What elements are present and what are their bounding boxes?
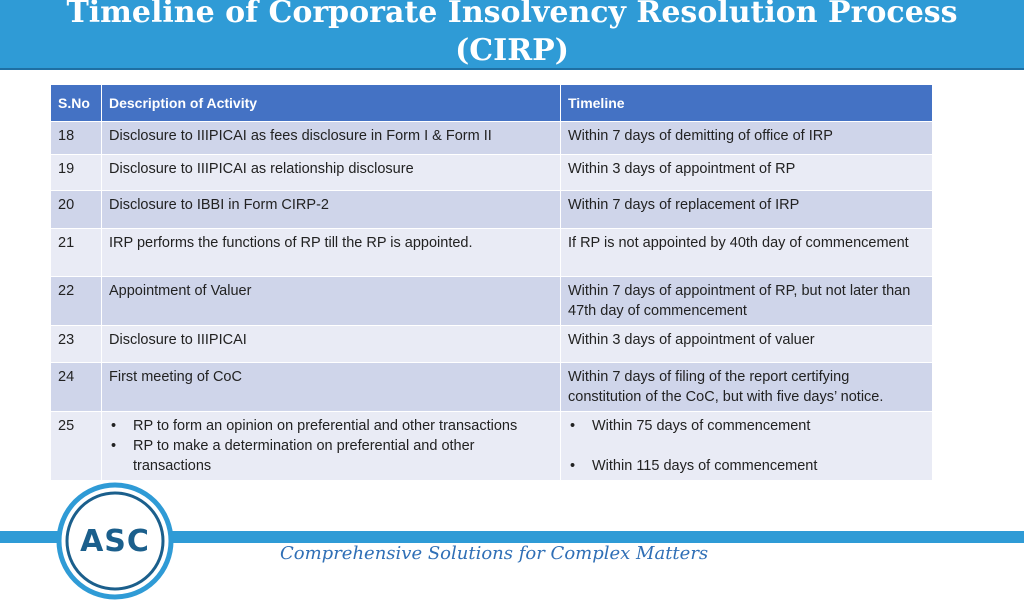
cell-sno: 18 (51, 122, 102, 155)
footer-tagline: Comprehensive Solutions for Complex Matters (280, 543, 709, 564)
cell-timeline: Within 7 days of filing of the report certifying constitution of the CoC, but with five days’ notice. (561, 363, 933, 412)
table-row (51, 277, 933, 326)
timeline-bullet-list (568, 416, 925, 476)
timeline-bullet: • Within 75 days of commencement (592, 416, 925, 436)
table-row (51, 412, 933, 481)
cell-timeline: Within 7 days of appointment of RP, but not later than 47th day of commencement (561, 277, 933, 326)
timeline-bullet: • Within 115 days of commencement (592, 456, 925, 476)
table-header-row (51, 85, 933, 122)
slide-title-line1: Timeline of Corporate Insolvency Resolution Process (66, 0, 958, 30)
cell-timeline: If RP is not appointed by 40th day of commencement (561, 229, 933, 277)
cell-description: Disclosure to IIIPICAI as fees disclosure in Form I & Form II (102, 122, 561, 155)
table-row (51, 326, 933, 363)
cell-description (102, 412, 561, 481)
cell-sno: 21 (51, 229, 102, 277)
cell-description: Appointment of Valuer (102, 277, 561, 326)
cell-timeline: Within 3 days of appointment of RP (561, 155, 933, 191)
cell-sno: 23 (51, 326, 102, 363)
header-sno: S.No (51, 85, 102, 122)
table-row (51, 155, 933, 191)
logo-text: ASC (80, 524, 150, 559)
table-row (51, 229, 933, 277)
cell-description: IRP performs the functions of RP till the RP is appointed. (102, 229, 561, 277)
cell-sno: 22 (51, 277, 102, 326)
description-bullet-list (109, 416, 553, 476)
cell-description: Disclosure to IIIPICAI (102, 326, 561, 363)
table-row (51, 122, 933, 155)
cell-description: Disclosure to IIIPICAI as relationship disclosure (102, 155, 561, 191)
cirp-timeline-table (50, 84, 933, 481)
asc-logo (56, 482, 174, 600)
cell-timeline: Within 7 days of demitting of office of IRP (561, 122, 933, 155)
cell-timeline: Within 3 days of appointment of valuer (561, 326, 933, 363)
slide-title-line2: (CIRP) (455, 33, 569, 68)
slide-title (0, 0, 1024, 70)
cell-sno: 24 (51, 363, 102, 412)
header-timeline: Timeline (561, 85, 933, 122)
title-bar (0, 0, 1024, 70)
cell-description: Disclosure to IBBI in Form CIRP-2 (102, 191, 561, 229)
table-row (51, 363, 933, 412)
cell-timeline: Within 7 days of replacement of IRP (561, 191, 933, 229)
header-description: Description of Activity (102, 85, 561, 122)
cell-sno: 19 (51, 155, 102, 191)
table-row (51, 191, 933, 229)
cell-timeline (561, 412, 933, 481)
cell-description: First meeting of CoC (102, 363, 561, 412)
description-bullet: • RP to make a determination on preferential and other transactions (133, 436, 553, 476)
description-bullet: • RP to form an opinion on preferential and other transactions (133, 416, 553, 436)
cell-sno: 25 (51, 412, 102, 481)
cell-sno: 20 (51, 191, 102, 229)
